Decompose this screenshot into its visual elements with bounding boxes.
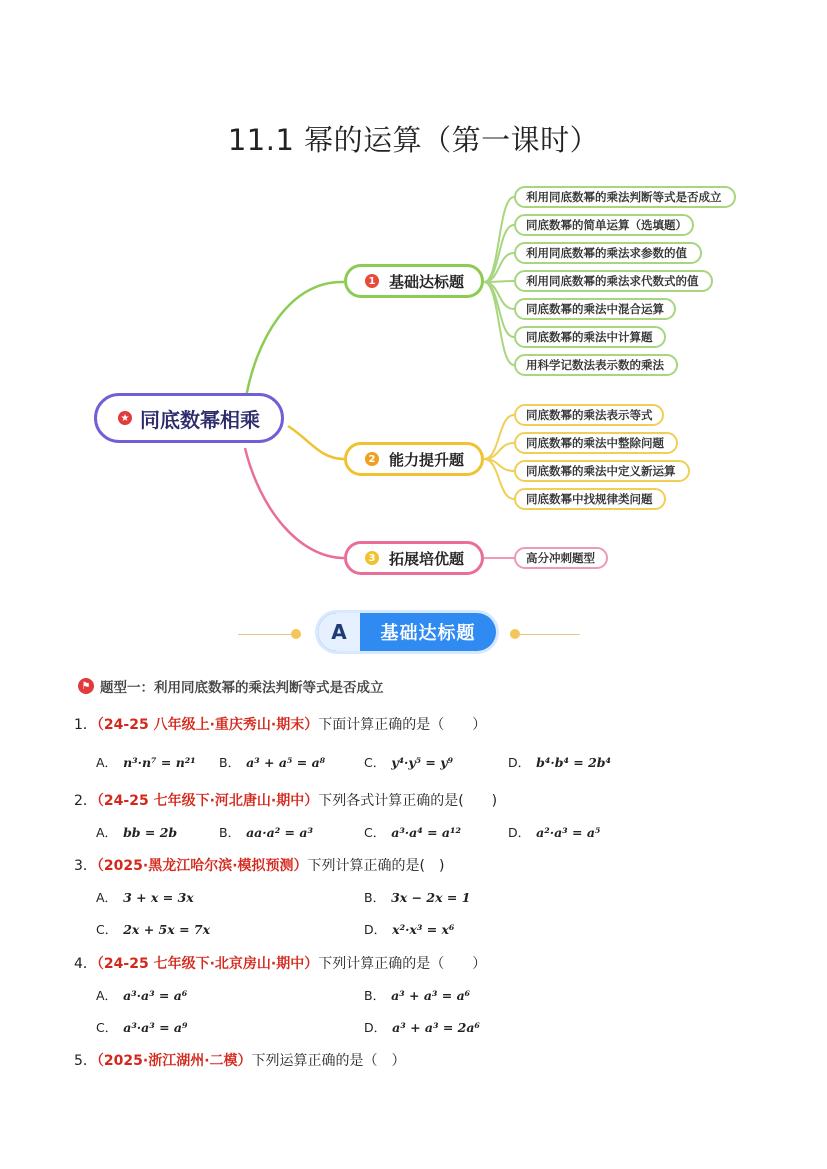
option-letter: C． bbox=[96, 922, 118, 937]
option-b bbox=[219, 753, 325, 771]
question-source: （24-25 七年级下·北京房山·期中） bbox=[96, 956, 319, 972]
mindmap-connectors bbox=[0, 170, 827, 590]
option-expr: a³·a³ = a⁹ bbox=[123, 1020, 188, 1035]
option-d bbox=[508, 753, 611, 771]
question-1 bbox=[74, 714, 486, 734]
question-source: （24-25 七年级下·河北唐山·期中） bbox=[96, 793, 319, 809]
branch-label: 基础达标题 bbox=[389, 272, 465, 291]
option-letter: D． bbox=[364, 922, 387, 937]
option-expr: 3 + x = 3x bbox=[123, 890, 194, 905]
mindmap-leaf: 同底数幂的乘法中混合运算 bbox=[514, 298, 676, 320]
option-letter: C． bbox=[364, 825, 386, 840]
question-3 bbox=[74, 855, 444, 875]
mindmap-leaf: 同底数幂的乘法中定义新运算 bbox=[514, 460, 690, 482]
option-c bbox=[96, 920, 210, 938]
mindmap-leaf: 利用同底数幂的乘法求参数的值 bbox=[514, 242, 702, 264]
option-letter: C． bbox=[96, 1020, 118, 1035]
option-expr: a³ + a⁵ = a⁸ bbox=[246, 755, 326, 770]
option-d bbox=[364, 1018, 480, 1036]
option-a bbox=[96, 823, 177, 841]
mindmap-leaf: 高分冲刺题型 bbox=[514, 547, 608, 569]
option-b bbox=[364, 986, 470, 1004]
question-number: 5． bbox=[74, 1053, 97, 1069]
question-number: 2． bbox=[74, 793, 97, 809]
option-expr: a³ + a³ = a⁶ bbox=[391, 988, 471, 1003]
branch-ability bbox=[344, 442, 484, 476]
option-letter: B． bbox=[219, 755, 241, 770]
option-letter: D． bbox=[364, 1020, 387, 1035]
branch-extension bbox=[344, 541, 484, 575]
section-banner bbox=[318, 613, 496, 651]
branch-number-badge: 2 bbox=[365, 452, 379, 466]
option-a bbox=[96, 753, 196, 771]
question-text: 下列计算正确的是( ) bbox=[307, 858, 445, 874]
section-letter: A bbox=[318, 613, 360, 651]
branch-number-badge: 1 bbox=[365, 274, 379, 288]
option-expr: aa·a² = a³ bbox=[246, 825, 313, 840]
section-label: 基础达标题 bbox=[380, 623, 476, 644]
option-c bbox=[364, 753, 453, 771]
option-letter: B． bbox=[364, 988, 386, 1003]
option-letter: B． bbox=[219, 825, 241, 840]
divider bbox=[520, 634, 580, 635]
question-source: （2025·黑龙江哈尔滨·模拟预测） bbox=[96, 858, 308, 874]
branch-label: 能力提升题 bbox=[389, 450, 465, 469]
option-d bbox=[508, 823, 600, 841]
branch-label: 拓展培优题 bbox=[389, 549, 465, 568]
option-b bbox=[364, 888, 470, 906]
star-icon: ★ bbox=[118, 411, 132, 425]
option-letter: A． bbox=[96, 890, 118, 905]
option-expr: x²·x³ = x⁶ bbox=[392, 922, 455, 937]
question-text: 下列各式计算正确的是( ) bbox=[318, 793, 498, 809]
option-b bbox=[219, 823, 313, 841]
question-5 bbox=[74, 1050, 406, 1070]
decor-dot bbox=[510, 629, 520, 639]
question-number: 4． bbox=[74, 956, 97, 972]
option-expr: n³·n⁷ = n²¹ bbox=[123, 755, 196, 770]
option-letter: A． bbox=[96, 755, 118, 770]
divider bbox=[238, 634, 298, 635]
option-expr: 2x + 5x = 7x bbox=[123, 922, 211, 937]
question-text: 下列运算正确的是（ ） bbox=[251, 1053, 406, 1069]
question-number: 1． bbox=[74, 717, 97, 733]
option-c bbox=[96, 1018, 188, 1036]
question-source: （2025·浙江湖州·二模） bbox=[96, 1053, 252, 1069]
mindmap-leaf: 用科学记数法表示数的乘法 bbox=[514, 354, 678, 376]
option-letter: A． bbox=[96, 988, 118, 1003]
option-letter: A． bbox=[96, 825, 118, 840]
option-letter: B． bbox=[364, 890, 386, 905]
mindmap-leaf: 同底数幂的乘法中计算题 bbox=[514, 326, 666, 348]
option-a bbox=[96, 986, 187, 1004]
question-text: 下面计算正确的是（ ） bbox=[318, 717, 487, 733]
option-expr: a²·a³ = a⁵ bbox=[536, 825, 601, 840]
option-a bbox=[96, 888, 194, 906]
mindmap-leaf: 利用同底数幂的乘法求代数式的值 bbox=[514, 270, 713, 292]
question-text: 下列计算正确的是（ ） bbox=[318, 956, 487, 972]
option-expr: b⁴·b⁴ = 2b⁴ bbox=[536, 755, 612, 770]
option-expr: a³·a³ = a⁶ bbox=[123, 988, 188, 1003]
option-expr: 3x − 2x = 1 bbox=[391, 890, 471, 905]
branch-basic bbox=[344, 264, 484, 298]
question-number: 3． bbox=[74, 858, 97, 874]
option-expr: y⁴·y⁵ = y⁹ bbox=[391, 755, 453, 770]
mindmap-leaf: 同底数幂中找规律类问题 bbox=[514, 488, 666, 510]
question-4 bbox=[74, 953, 486, 973]
question-type-heading bbox=[78, 676, 384, 696]
mindmap-leaf: 同底数幂的乘法中整除问题 bbox=[514, 432, 678, 454]
option-letter: C． bbox=[364, 755, 386, 770]
page-title: 11.1 幂的运算（第一课时） bbox=[227, 123, 600, 157]
question-source: （24-25 八年级上·重庆秀山·期末） bbox=[96, 717, 319, 733]
root-label: 同底数幂相乘 bbox=[140, 407, 260, 432]
mindmap-leaf: 同底数幂的乘法表示等式 bbox=[514, 404, 664, 426]
option-letter: D． bbox=[508, 825, 531, 840]
option-expr: a³ + a³ = 2a⁶ bbox=[392, 1020, 480, 1035]
option-d bbox=[364, 920, 454, 938]
question-2 bbox=[74, 790, 497, 810]
option-letter: D． bbox=[508, 755, 531, 770]
branch-number-badge: 3 bbox=[365, 551, 379, 565]
option-expr: bb = 2b bbox=[123, 825, 178, 840]
mindmap-leaf: 同底数幂的简单运算（选填题） bbox=[514, 214, 694, 236]
mindmap-root bbox=[94, 393, 284, 443]
mindmap-leaf: 利用同底数幂的乘法判断等式是否成立 bbox=[514, 186, 736, 208]
decor-dot bbox=[291, 629, 301, 639]
question-type-label: 题型一：利用同底数幂的乘法判断等式是否成立 bbox=[100, 680, 384, 696]
option-c bbox=[364, 823, 461, 841]
flag-icon: ⚑ bbox=[78, 678, 94, 694]
option-expr: a³·a⁴ = a¹² bbox=[391, 825, 461, 840]
